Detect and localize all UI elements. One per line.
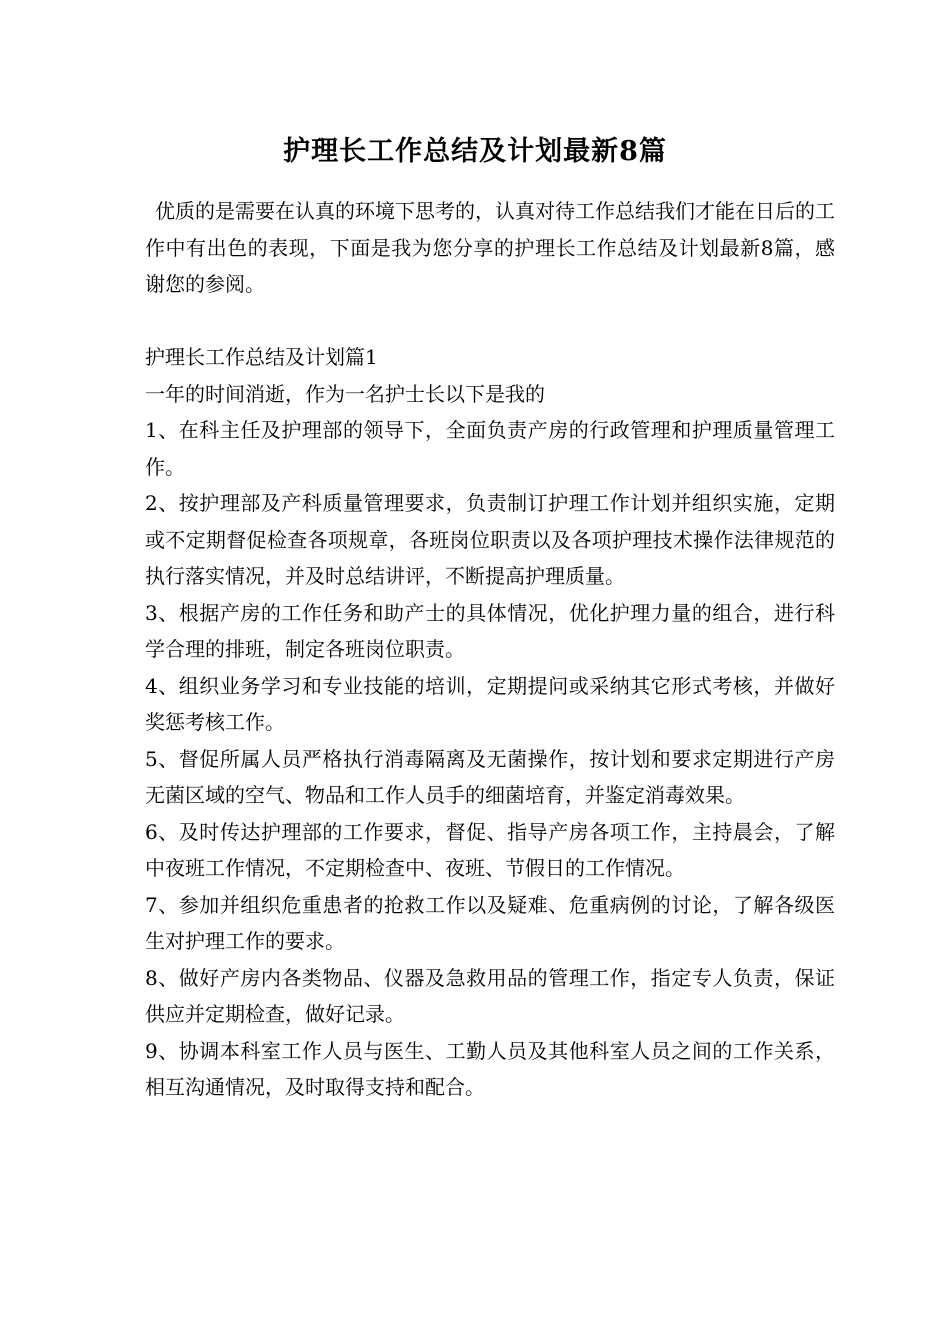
list-item-4: 4、组织业务学习和专业技能的培训，定期提问或采纳其它形式考核，并做好奖惩考核工作。: [145, 673, 835, 734]
paragraph-spacer: [145, 303, 835, 340]
list-item-8: 8、做好产房内各类物品、仪器及急救用品的管理工作，指定专人负责，保证供应并定期检查，做好记录。: [145, 965, 835, 1026]
list-item-5: 5、督促所属人员严格执行消毒隔离及无菌操作，按计划和要求定期进行产房无菌区域的空气、物品和工作人员手的细菌培育，并鉴定消毒效果。: [145, 746, 835, 807]
document-title: 护理长工作总结及计划最新8篇: [283, 136, 667, 167]
list-item-2: 2、按护理部及产科质量管理要求，负责制订护理工作计划并组织实施，定期或不定期督促检查各项规章，各班岗位职责以及各项护理技术操作法律规范的执行落实情况，并及时总结讲评，不断提高护理质量。: [145, 491, 835, 588]
list-item-9: 9、协调本科室工作人员与医生、工勤人员及其他科室人员之间的工作关系，相互沟通情况，及时取得支持和配合。: [145, 1038, 835, 1099]
list-item-6: 6、及时传达护理部的工作要求，督促、指导产房各项工作，主持晨会，了解中夜班工作情况，不定期检查中、夜班、节假日的工作情况。: [145, 819, 835, 880]
intro-paragraph: 优质的是需要在认真的环境下思考的，认真对待工作总结我们才能在日后的工作中有出色的表现，下面是我为您分享的护理长工作总结及计划最新8篇，感谢您的参阅。: [145, 199, 835, 296]
lead-line: 一年的时间消逝，作为一名护士长以下是我的: [145, 381, 545, 406]
document-body: [145, 193, 835, 1106]
list-item-1: 1、在科主任及护理部的领导下，全面负责产房的行政管理和护理质量管理工作。: [145, 418, 835, 479]
list-item-3: 3、根据产房的工作任务和助产士的具体情况，优化护理力量的组合，进行科学合理的排班，制定各班岗位职责。: [145, 600, 835, 661]
section-heading: 护理长工作总结及计划篇1: [145, 345, 378, 369]
list-item-7: 7、参加并组织危重患者的抢救工作以及疑难、危重病例的讨论，了解各级医生对护理工作的要求。: [145, 892, 835, 953]
